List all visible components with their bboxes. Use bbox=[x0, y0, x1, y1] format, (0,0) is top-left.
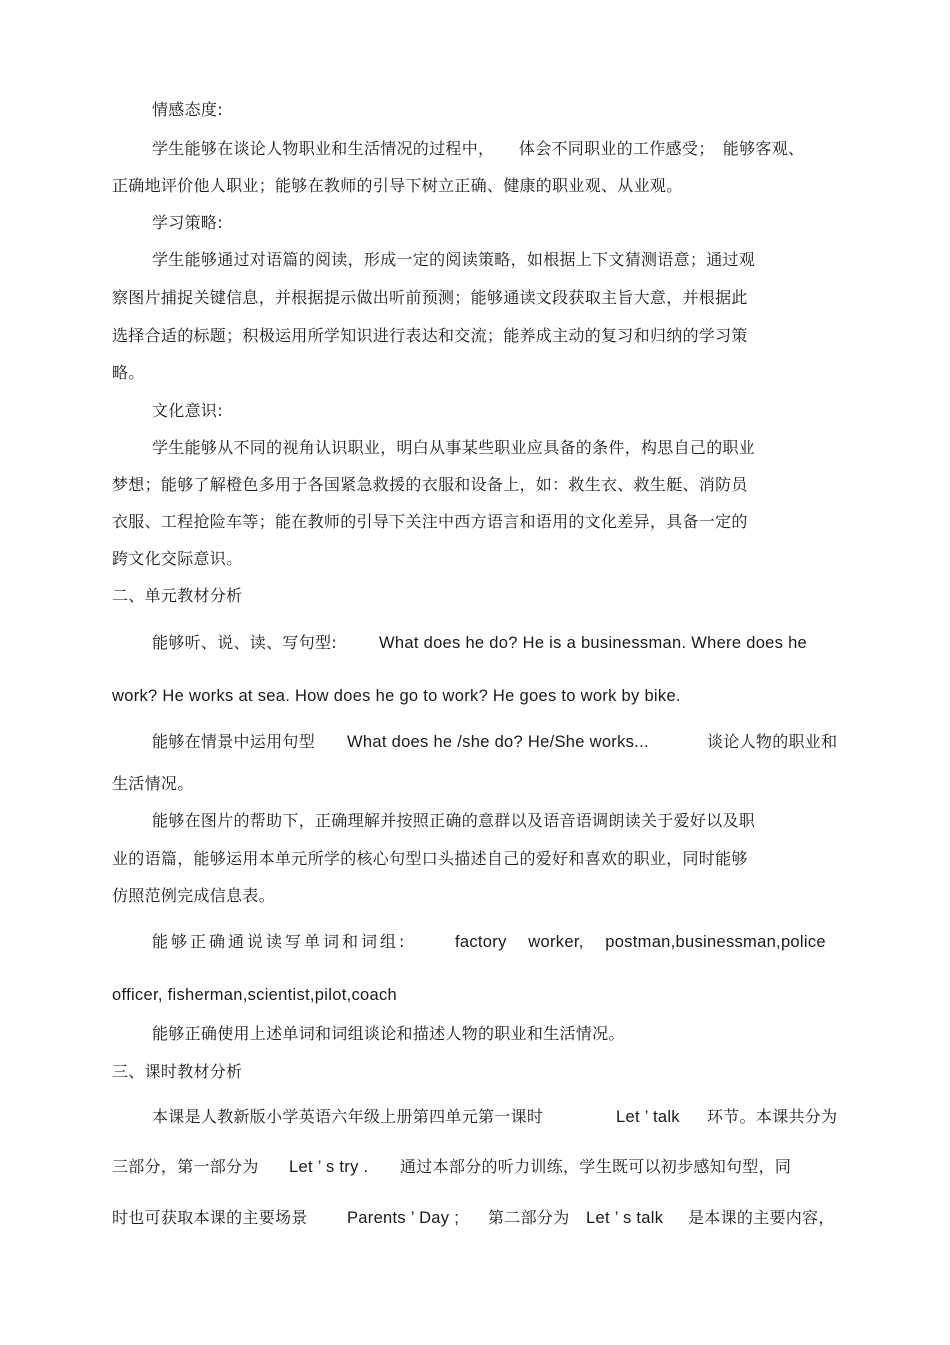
lesson-line-2-en: Let ’ s try . bbox=[289, 1158, 369, 1176]
culture-line-4: 跨文化交际意识。 bbox=[112, 549, 243, 568]
emotion-line-2: 正确地评价他人职业；能够在教师的引导下树立正确、健康的职业观、从业观。 bbox=[112, 176, 683, 195]
lesson-line-2-cn: 三部分，第一部分为 bbox=[112, 1157, 259, 1176]
lesson-line-3-tail: 是本课的主要内容， bbox=[688, 1208, 835, 1227]
sentence-text-1: What does he do? He is a businessman. Where does he bbox=[379, 634, 808, 652]
strategy-heading: 学习策略: bbox=[152, 213, 223, 232]
read-line-1: 能够在图片的帮助下，正确理解并按照正确的意群以及语音语调朗读关于爱好以及职 bbox=[152, 811, 756, 830]
words-use: 能够正确使用上述单词和词组谈论和描述人物的职业和生活情况。 bbox=[152, 1024, 625, 1043]
words-line-1: factory worker, postman,businessman,police bbox=[455, 933, 826, 951]
culture-heading: 文化意识: bbox=[152, 401, 223, 420]
lesson-line-2-tail: 通过本部分的听力训练，学生既可以初步感知句型，同 bbox=[400, 1157, 792, 1176]
use-pattern: What does he /she do? He/She works... bbox=[347, 733, 649, 751]
words-label: 能够正确通说读写单词和词组: bbox=[152, 932, 408, 951]
strategy-line-4: 略。 bbox=[112, 363, 145, 382]
use-suffix: 谈论人物的职业和 bbox=[707, 732, 838, 751]
unit-analysis-heading: 二、单元教材分析 bbox=[112, 586, 243, 605]
culture-line-2: 梦想；能够了解橙色多用于各国紧急救援的衣服和设备上，如：救生衣、救生艇、消防员 bbox=[112, 475, 748, 494]
culture-line-3: 衣服、工程抢险车等；能在教师的引导下关注中西方语言和语用的文化差异，具备一定的 bbox=[112, 512, 748, 531]
emotion-line-1: 学生能够在谈论人物职业和生活情况的过程中， 体会不同职业的工作感受； 能够客观、 bbox=[152, 139, 805, 158]
lesson-line-3-mid: 第二部分为 bbox=[488, 1208, 570, 1227]
lesson-analysis-heading: 三、课时教材分析 bbox=[112, 1062, 243, 1081]
strategy-line-3: 选择合适的标题；积极运用所学知识进行表达和交流；能养成主动的复习和归纳的学习策 bbox=[112, 326, 748, 345]
sentence-text-2: work? He works at sea. How does he go to work? He goes to work by bike. bbox=[112, 687, 681, 705]
read-line-3: 仿照范例完成信息表。 bbox=[112, 886, 276, 905]
lesson-line-3-cn: 时也可获取本课的主要场景 bbox=[112, 1208, 308, 1227]
use-line-2: 生活情况。 bbox=[112, 774, 194, 793]
culture-line-1: 学生能够从不同的视角认识职业，明白从事某些职业应具备的条件，构思自己的职业 bbox=[152, 438, 756, 457]
strategy-line-1: 学生能够通过对语篇的阅读，形成一定的阅读策略，如根据上下文猜测语意；通过观 bbox=[152, 250, 756, 269]
words-line-2: officer, fisherman,scientist,pilot,coach bbox=[112, 986, 397, 1004]
lesson-line-3-en2: Let ’ s talk bbox=[586, 1209, 664, 1227]
read-line-2: 业的语篇，能够运用本单元所学的核心句型口头描述自己的爱好和喜欢的职业，同时能够 bbox=[112, 849, 748, 868]
lesson-line-1-en: Let ’ talk bbox=[616, 1108, 680, 1126]
use-prefix: 能够在情景中运用句型 bbox=[152, 732, 316, 751]
strategy-line-2: 察图片捕捉关键信息，并根据提示做出听前预测；能够通读文段获取主旨大意，并根据此 bbox=[112, 288, 748, 307]
lesson-line-1-cn: 本课是人教新版小学英语六年级上册第四单元第一课时 bbox=[152, 1107, 544, 1126]
sentence-label: 能够听、说、读、写句型: bbox=[152, 633, 337, 652]
lesson-line-1-tail: 环节。本课共分为 bbox=[707, 1107, 838, 1126]
emotion-heading: 情感态度: bbox=[152, 100, 223, 119]
lesson-line-3-en: Parents ’ Day ; bbox=[347, 1209, 460, 1227]
